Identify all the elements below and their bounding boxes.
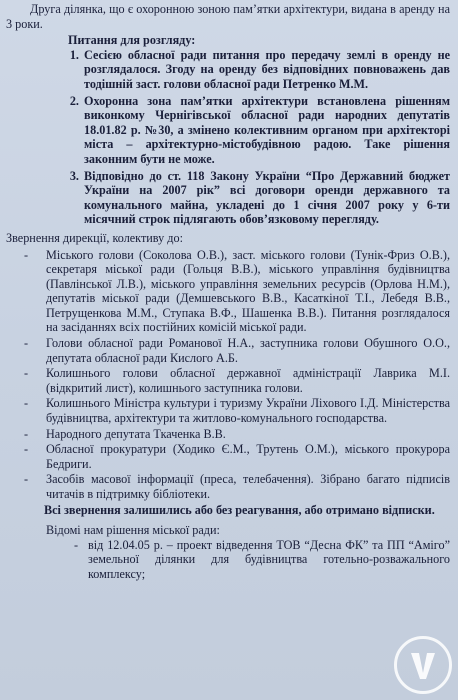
question-item: 2. Охоронна зона пам’ятки архітектури встановлена рішенням виконкому Чернігівської обласної ради народних депутатів 18.01.82 р. №30, а змінено колективним органом при архітекторі міста – архітектурно-містобудівною радою. Таке рішення законним бути не може. [82, 94, 450, 167]
no-reaction-statement: Всі звернення залишились або без реагування, або отримано відписки. [44, 502, 435, 517]
appeal-item: - Обласної прокуратури (Ходико Є.М., Трутень О.М.), міського прокурора Бедриги. [46, 442, 450, 471]
appeal-item: - Голови обласної ради Романової Н.А., заступника голови Обушного О.О., депутата обласної ради Кислого А.Б. [46, 336, 450, 365]
appeal-item: - Засобів масової інформації (преса, телебачення). Зібрано багато підписів читачів в підтримку бібліотеки. [46, 472, 450, 501]
appeals-list [6, 248, 450, 502]
question-item: 3. Відповідно до ст. 118 Закону України “Про Державний бюджет України на 2007 рік” всі договори оренди державного та комунального майна, укладені до 1 січня 2007 року у 6-ти місячний строк підлягають обов’язковому перегляду. [82, 169, 450, 227]
appeals-title: Звернення дирекції, колективу до: [6, 230, 183, 245]
questions-title: Питання для розгляду: [68, 33, 196, 48]
decision-item: - від 12.04.05 р. – проект відведення ТОВ “Десна ФК” та ПП “Аміго” земельної ділянки для будівництва готельно-розважального комплексу; [88, 538, 450, 582]
questions-list [6, 48, 450, 227]
appeal-item: - Міського голови (Соколова О.В.), заст. міського голови (Тунік-Фриз О.В.), секретаря міської ради (Гольця В.В.), міського управління будівництва (Павлінської Л.В.), міського управління земельних ресурсів (Орлова Н.М.), депутатів міської ради (Демшевського В.В., Касаткіної Т.І., Лебедя В.В., Петрущенкова М.М., Ступака В.Ф., Шашенка В.В.). Питання розглядалося на засіданнях всіх постійних комісій міської ради. [46, 248, 450, 336]
appeal-item: - Колишнього Міністра культури і туризму України Ліхового І.Д. Міністерства будівництва, архітектури та житлово-комунального господарства. [46, 396, 450, 425]
decisions-list [6, 538, 450, 582]
intro-paragraph: Друга ділянка, що є охоронною зоною пам’ятки архітектури, видана в аренду на 3 роки. [6, 2, 450, 31]
appeal-item: - Колишнього голови обласної державної адміністрації Лаврика М.І. (відкритий лист), колишнього заступника голови. [46, 366, 450, 395]
decisions-title: Відомі нам рішення міської ради: [46, 523, 220, 538]
circle-letter-logo-icon [394, 636, 452, 694]
question-item: 1. Сесією обласної ради питання про передачу землі в оренду не розглядалося. Згоду на оренду без відповідних повноважень дав тодішній заст. голови обласної ради Петренко М.М. [82, 48, 450, 92]
appeal-item: - Народного депутата Ткаченка В.В. [46, 427, 450, 442]
